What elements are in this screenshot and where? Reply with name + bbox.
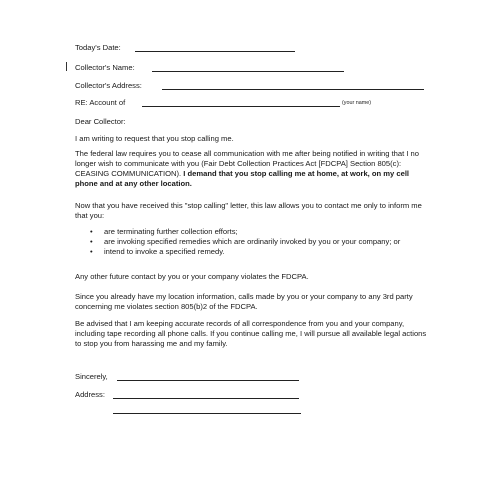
todays-date-label: Today's Date: (75, 43, 121, 52)
address-line-1[interactable] (113, 398, 299, 399)
address-label: Address: (75, 390, 105, 399)
todays-date-line[interactable] (135, 51, 295, 52)
collector-address-label: Collector's Address: (75, 81, 142, 90)
re-account-label: RE: Account of (75, 98, 126, 107)
re-account-line[interactable] (142, 106, 340, 107)
paragraph-federal-law (75, 149, 433, 189)
list-item: • intend to invoke a specified remedy. (90, 247, 430, 257)
address-line-2[interactable] (113, 413, 301, 414)
collector-address-line[interactable] (162, 89, 424, 90)
text-cursor (66, 62, 67, 71)
salutation: Dear Collector: (75, 117, 126, 126)
collector-name-label: Collector's Name: (75, 63, 135, 72)
list-item: • are terminating further collection efforts; (90, 227, 430, 237)
paragraph-request: I am writing to request that you stop calling me. (75, 134, 234, 143)
paragraph-violation: Any other future contact by you or your company violates the FDCPA. (75, 272, 309, 281)
collector-name-line[interactable] (152, 71, 344, 72)
paragraph-third-party: Since you already have my location information, calls made by you or your company to any 3rd party concerning me violates section 805(b)2 of the FDCPA. (75, 292, 413, 311)
demand-text: I demand that you stop calling me at home, at work, on my cell phone and at any other location. (75, 169, 410, 188)
federal-law-text: The federal law requires you to cease all communication with me after being notified in writing that I no longer wish to communicate with you (Fair Debt Collection Practices Act [FDCPA] Section 805(c): CEASING COMMUNICATION). (75, 149, 420, 178)
signature-line[interactable] (117, 380, 299, 381)
list-item: • are invoking specified remedies which are ordinarily invoked by you or your company; or (90, 237, 430, 247)
your-name-hint: (your name) (342, 100, 372, 106)
sincerely-label: Sincerely, (75, 372, 108, 381)
paragraph-stop-calling: Now that you have received this "stop calling" letter, this law allows you to contact me only to inform me that you: (75, 201, 422, 220)
remedy-list (90, 227, 430, 257)
paragraph-records: Be advised that I am keeping accurate records of all correspondence from you and your company, including tape recording all phone calls. If you continue calling me, I will pursue all available legal actions to stop you from harassing me and my family. (75, 319, 427, 348)
